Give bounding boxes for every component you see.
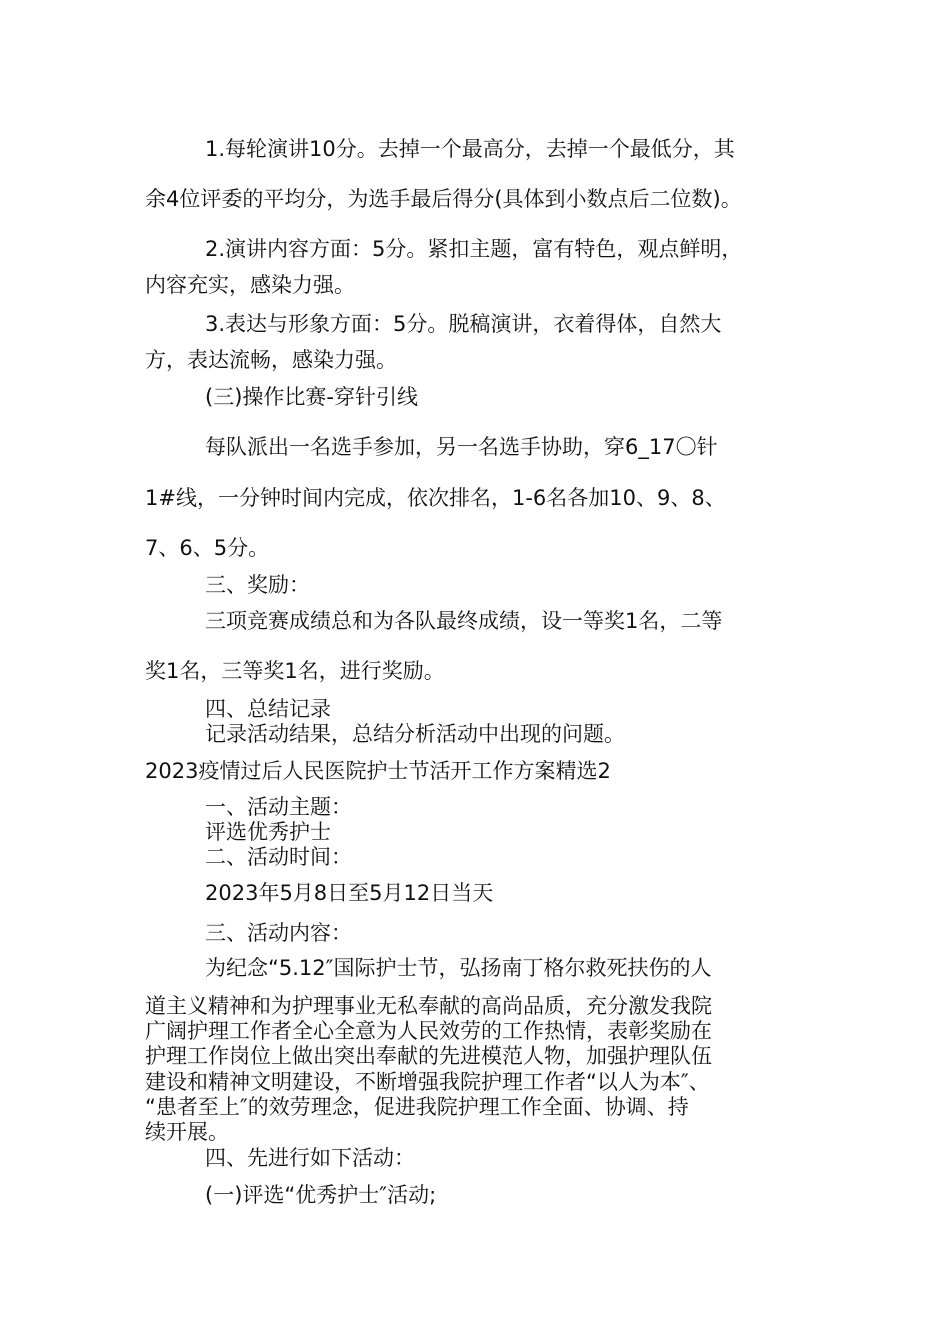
- section-heading-theme: 一、活动主题：: [205, 795, 352, 819]
- content-paragraph-line-1: 为纪念“5.12″国际护士节，弘扬南丁格尔救死扶伤的人: [205, 956, 712, 980]
- plan-title: 2023疫情过后人民医院护士节活开工作方案精选2: [145, 759, 611, 783]
- section-heading-rewards: 三、奖励：: [205, 573, 310, 597]
- rewards-line-2: 奖1名，三等奖1名，进行奖励。: [145, 659, 445, 683]
- scoring-rule-2-line-1: 2.演讲内容方面：5分。紧扣主题，富有特色，观点鲜明，: [205, 237, 743, 261]
- section-heading-operation-contest: (三)操作比赛-穿针引线: [205, 385, 418, 409]
- scoring-rule-2-line-2: 内容充实，感染力强。: [145, 273, 355, 297]
- section-heading-time: 二、活动时间：: [205, 845, 352, 869]
- section-heading-summary: 四、总结记录: [205, 697, 331, 721]
- scoring-rule-1-line-2: 余4位评委的平均分，为选手最后得分(具体到小数点后二位数)。: [145, 187, 742, 211]
- content-paragraph-line-3: 广阔护理工作者全心全意为人民效劳的工作热情，表彰奖励在: [145, 1019, 712, 1043]
- activity-item-1: (一)评选“优秀护士″活动;: [205, 1183, 437, 1207]
- section-heading-content: 三、活动内容：: [205, 921, 352, 945]
- content-paragraph-line-6: “患者至上″的效劳理念，促进我院护理工作全面、协调、持: [145, 1095, 689, 1119]
- operation-contest-line-1: 每队派出一名选手参加，另一名选手协助，穿6_17〇针: [205, 435, 718, 459]
- content-paragraph-line-4: 护理工作岗位上做出突出奉献的先进模范人物，加强护理队伍: [145, 1044, 712, 1068]
- scoring-rule-3-line-2: 方，表达流畅，感染力强。: [145, 348, 397, 372]
- scoring-rule-3-line-1: 3.表达与形象方面：5分。脱稿演讲，衣着得体，自然大: [205, 312, 722, 336]
- summary-line: 记录活动结果，总结分析活动中出现的问题。: [205, 722, 625, 746]
- theme-value: 评选优秀护士: [205, 820, 331, 844]
- time-value: 2023年5月8日至5月12日当天: [205, 881, 494, 905]
- scoring-rule-1-line-1: 1.每轮演讲10分。去掉一个最高分，去掉一个最低分，其: [205, 137, 735, 161]
- section-heading-activities: 四、先进行如下活动：: [205, 1146, 415, 1170]
- content-paragraph-line-5: 建设和精神文明建设，不断增强我院护理工作者“以人为本″、: [145, 1070, 710, 1094]
- content-paragraph-line-2: 道主义精神和为护理事业无私奉献的高尚品质，充分激发我院: [145, 994, 712, 1018]
- operation-contest-line-3: 7、6、5分。: [145, 536, 270, 560]
- rewards-line-1: 三项竞赛成绩总和为各队最终成绩，设一等奖1名，二等: [205, 609, 723, 633]
- content-paragraph-line-7: 续开展。: [145, 1120, 229, 1144]
- operation-contest-line-2: 1#线，一分钟时间内完成，依次排名，1-6名各加10、9、8、: [145, 486, 726, 510]
